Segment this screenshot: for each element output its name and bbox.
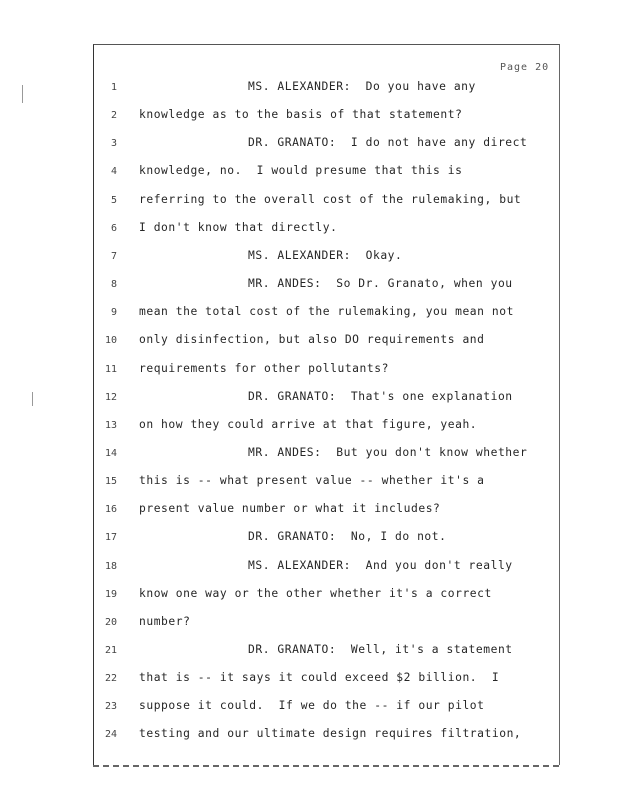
line-number: 2 [110,110,117,122]
line-number: 9 [110,307,117,319]
transcript-line [0,333,618,353]
transcript-line [0,136,618,156]
transcript-line [0,80,618,100]
line-number: 13 [104,419,117,431]
line-text: I don't know that directly. [139,220,338,234]
line-text: requirements for other pollutants? [139,361,389,375]
line-text: suppose it could. If we do the -- if our pilot [139,699,485,713]
transcript-line [0,727,618,747]
transcript-line [0,277,618,297]
line-text: MR. ANDES: But you don't know whether [248,445,528,459]
transcript-line [0,418,618,438]
line-text: this is -- what present value -- whether it's a [139,474,485,488]
line-number: 7 [110,250,117,262]
line-number: 8 [110,279,117,291]
line-text: DR. GRANATO: That's one explanation [248,389,513,403]
transcript-line [0,474,618,494]
transcript-line [0,446,618,466]
line-number: 4 [110,166,117,178]
transcript-line [0,305,618,325]
transcript-line [0,699,618,719]
transcript-line [0,249,618,269]
line-text: present value number or what it includes? [139,502,441,516]
line-text: MR. ANDES: So Dr. Granato, when you [248,277,513,291]
line-number: 15 [104,476,117,488]
page-number: Page 20 [500,62,550,73]
transcript-line [0,530,618,550]
line-text: DR. GRANATO: Well, it's a statement [248,643,513,656]
line-number: 5 [110,194,117,206]
line-text: MS. ALEXANDER: Okay. [248,248,403,262]
transcript-line [0,615,618,635]
line-number: 22 [104,673,117,685]
page-bottom-edge [93,765,559,767]
transcript-line [0,108,618,128]
transcript-line [0,671,618,691]
line-number: 18 [104,560,117,572]
line-number: 6 [110,222,117,234]
line-text: mean the total cost of the rulemaking, you mean not [139,305,514,319]
line-text: know one way or the other whether it's a correct [139,586,492,600]
line-number: 24 [104,729,117,741]
line-text: on how they could arrive at that figure, yeah. [139,417,478,431]
line-number: 23 [104,701,117,713]
line-number: 17 [104,532,117,544]
line-text: number? [139,614,191,628]
line-text: MS. ALEXANDER: Do you have any [248,80,476,93]
line-text: testing and our ultimate design requires filtration, [139,727,522,741]
line-text: MS. ALEXANDER: And you don't really [248,558,513,572]
transcript-line [0,193,618,213]
line-text: knowledge, no. I would presume that this is [139,164,463,178]
line-number: 10 [104,335,117,347]
line-number: 19 [104,588,117,600]
line-number: 1 [110,82,117,93]
transcript-line [0,643,618,663]
line-text: referring to the overall cost of the rulemaking, but [139,192,522,206]
line-number: 14 [104,447,117,459]
line-text: that is -- it says it could exceed $2 billion. I [139,671,500,685]
line-number: 12 [104,391,117,403]
line-number: 20 [104,616,117,628]
line-text: DR. GRANATO: No, I do not. [248,530,447,544]
line-number: 11 [104,363,117,375]
line-text: only disinfection, but also DO requirements and [139,333,485,347]
transcript-line [0,587,618,607]
line-number: 21 [104,645,117,656]
line-text: DR. GRANATO: I do not have any direct [248,136,528,150]
transcript-line [0,559,618,579]
line-number: 3 [110,138,117,150]
transcript-line [0,221,618,241]
line-number: 16 [104,504,117,516]
transcript-line [0,390,618,410]
transcript-line [0,164,618,184]
transcript-line [0,502,618,522]
transcript-line [0,362,618,382]
line-text: knowledge as to the basis of that statement? [139,108,463,122]
